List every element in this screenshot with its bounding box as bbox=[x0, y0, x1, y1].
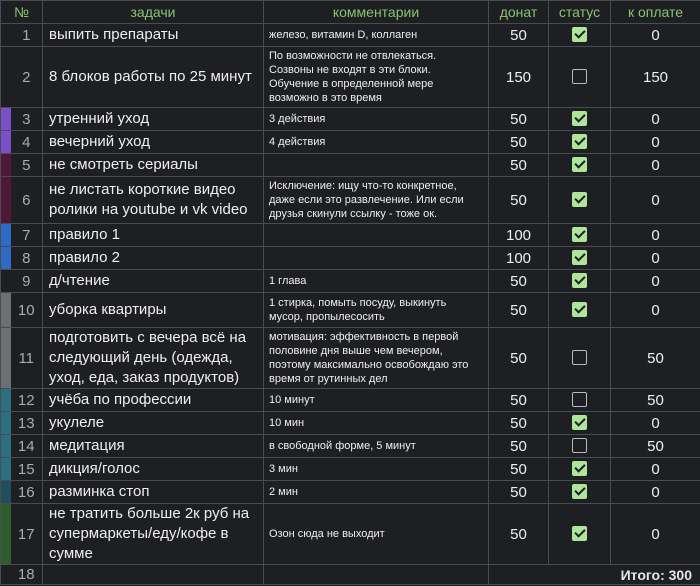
donat-cell[interactable]: 50 bbox=[489, 481, 549, 504]
row-color-stripe bbox=[1, 247, 11, 270]
row-number[interactable]: 12 bbox=[11, 389, 43, 412]
status-checkbox[interactable] bbox=[572, 302, 587, 317]
row-color-stripe bbox=[1, 565, 11, 585]
header-row bbox=[1, 1, 700, 24]
task-cell[interactable]: 8 блоков работы по 25 минут bbox=[43, 47, 264, 108]
donat-cell[interactable]: 50 bbox=[489, 24, 549, 47]
row-color-stripe bbox=[1, 389, 11, 412]
status-cell[interactable] bbox=[549, 270, 611, 293]
row-color-stripe bbox=[1, 328, 11, 389]
row-color-stripe bbox=[1, 435, 11, 458]
donat-cell[interactable]: 50 bbox=[489, 293, 549, 328]
table-row bbox=[1, 458, 700, 481]
row-number[interactable]: 2 bbox=[11, 47, 43, 108]
table-row bbox=[1, 224, 700, 247]
table-row bbox=[1, 108, 700, 131]
donat-cell[interactable]: 50 bbox=[489, 270, 549, 293]
pay-cell[interactable]: 150 bbox=[611, 47, 700, 108]
status-checkbox[interactable] bbox=[572, 192, 587, 207]
comment-cell[interactable] bbox=[264, 154, 489, 177]
row-number[interactable]: 9 bbox=[11, 270, 43, 293]
row-number[interactable]: 1 bbox=[11, 24, 43, 47]
header-pay[interactable]: к оплате bbox=[611, 1, 700, 24]
comment-cell[interactable]: 3 действия bbox=[264, 108, 489, 131]
table-row bbox=[1, 328, 700, 389]
row-color-stripe bbox=[1, 47, 11, 108]
header-comment[interactable]: комментарии bbox=[264, 1, 489, 24]
table-row bbox=[1, 504, 700, 565]
status-checkbox[interactable] bbox=[572, 438, 587, 453]
status-cell[interactable] bbox=[549, 47, 611, 108]
comment-cell[interactable]: 1 стирка, помыть посуду, выкинуть мусор, пропылесосить bbox=[264, 293, 489, 328]
status-checkbox[interactable] bbox=[572, 157, 587, 172]
row-number[interactable]: 10 bbox=[11, 293, 43, 328]
status-checkbox[interactable] bbox=[572, 392, 587, 407]
status-cell[interactable] bbox=[549, 224, 611, 247]
comment-cell[interactable]: Исключение: ищу что-то конкретное, даже если это развлечение. Или если друзья скинули ссылку - тоже ок. bbox=[264, 177, 489, 224]
row-color-stripe bbox=[1, 504, 11, 565]
row-number[interactable]: 3 bbox=[11, 108, 43, 131]
row-color-stripe bbox=[1, 224, 11, 247]
table-row bbox=[1, 154, 700, 177]
pay-cell[interactable]: 0 bbox=[611, 504, 700, 565]
pay-cell[interactable]: 0 bbox=[611, 293, 700, 328]
status-cell[interactable] bbox=[549, 458, 611, 481]
row-color-stripe bbox=[1, 481, 11, 504]
status-cell[interactable] bbox=[549, 108, 611, 131]
table-row bbox=[1, 481, 700, 504]
status-checkbox[interactable] bbox=[572, 484, 587, 499]
table-row bbox=[1, 270, 700, 293]
donat-cell[interactable]: 100 bbox=[489, 247, 549, 270]
table-row bbox=[1, 177, 700, 224]
task-cell[interactable]: утренний уход bbox=[43, 108, 264, 131]
row-color-stripe bbox=[1, 270, 11, 293]
row-number[interactable]: 18 bbox=[11, 565, 43, 585]
pay-cell[interactable]: 50 bbox=[611, 435, 700, 458]
pay-cell[interactable]: 0 bbox=[611, 224, 700, 247]
task-cell[interactable]: д/чтение bbox=[43, 270, 264, 293]
row-color-stripe bbox=[1, 177, 11, 224]
comment-cell[interactable]: железо, витамин D, коллаген bbox=[264, 24, 489, 47]
task-cell[interactable] bbox=[43, 565, 264, 585]
pay-cell[interactable]: 0 bbox=[611, 270, 700, 293]
status-checkbox[interactable] bbox=[572, 350, 587, 365]
task-cell[interactable]: подготовить с вечера всё на следующий день (одежда, уход, еда, заказ продуктов) bbox=[43, 328, 264, 389]
status-cell[interactable] bbox=[549, 177, 611, 224]
row-number[interactable]: 15 bbox=[11, 458, 43, 481]
status-cell[interactable] bbox=[549, 293, 611, 328]
status-checkbox[interactable] bbox=[572, 273, 587, 288]
status-cell[interactable] bbox=[549, 412, 611, 435]
donat-cell[interactable]: 50 bbox=[489, 504, 549, 565]
status-cell[interactable] bbox=[549, 389, 611, 412]
comment-cell[interactable]: 2 мин bbox=[264, 481, 489, 504]
task-cell[interactable]: не листать короткие видео ролики на youtube и vk video bbox=[43, 177, 264, 224]
status-cell[interactable] bbox=[549, 131, 611, 154]
donat-cell[interactable]: 50 bbox=[489, 328, 549, 389]
total-label[interactable]: Итого: 300 bbox=[489, 565, 700, 585]
status-checkbox[interactable] bbox=[572, 526, 587, 541]
status-checkbox[interactable] bbox=[572, 134, 587, 149]
status-checkbox[interactable] bbox=[572, 69, 587, 84]
header-num[interactable]: № bbox=[1, 1, 43, 24]
table-row bbox=[1, 389, 700, 412]
task-cell[interactable]: не смотреть сериалы bbox=[43, 154, 264, 177]
header-task[interactable]: задачи bbox=[43, 1, 264, 24]
status-cell[interactable] bbox=[549, 481, 611, 504]
pay-cell[interactable]: 0 bbox=[611, 131, 700, 154]
table-row bbox=[1, 247, 700, 270]
total-row bbox=[1, 565, 700, 585]
status-checkbox[interactable] bbox=[572, 461, 587, 476]
table-row bbox=[1, 435, 700, 458]
donat-cell[interactable]: 100 bbox=[489, 224, 549, 247]
pay-cell[interactable]: 0 bbox=[611, 481, 700, 504]
row-number[interactable]: 13 bbox=[11, 412, 43, 435]
donat-cell[interactable]: 50 bbox=[489, 154, 549, 177]
status-checkbox[interactable] bbox=[572, 415, 587, 430]
row-color-stripe bbox=[1, 131, 11, 154]
task-cell[interactable]: не тратить больше 2к руб на супермаркеты/еду/кофе в сумме bbox=[43, 504, 264, 565]
table-row bbox=[1, 412, 700, 435]
status-checkbox[interactable] bbox=[572, 27, 587, 42]
task-cell[interactable]: учёба по профессии bbox=[43, 389, 264, 412]
status-cell[interactable] bbox=[549, 24, 611, 47]
comment-cell[interactable]: 1 глава bbox=[264, 270, 489, 293]
comment-cell[interactable] bbox=[264, 247, 489, 270]
status-cell[interactable] bbox=[549, 435, 611, 458]
header-status[interactable]: статус bbox=[549, 1, 611, 24]
row-number[interactable]: 7 bbox=[11, 224, 43, 247]
status-cell[interactable] bbox=[549, 504, 611, 565]
row-color-stripe bbox=[1, 154, 11, 177]
row-color-stripe bbox=[1, 458, 11, 481]
table-row bbox=[1, 293, 700, 328]
task-cell[interactable]: уборка квартиры bbox=[43, 293, 264, 328]
comment-cell[interactable]: По возможности не отвлекаться. Созвоны не входят в эти блоки. Обучение в определенной мере возможно в это время bbox=[264, 47, 489, 108]
comment-cell[interactable]: Озон сюда не выходит bbox=[264, 504, 489, 565]
comment-cell[interactable]: 10 минут bbox=[264, 389, 489, 412]
row-color-stripe bbox=[1, 412, 11, 435]
task-cell[interactable]: разминка стоп bbox=[43, 481, 264, 504]
header-donat[interactable]: донат bbox=[489, 1, 549, 24]
task-cell[interactable]: вечерний уход bbox=[43, 131, 264, 154]
comment-cell[interactable]: 3 мин bbox=[264, 458, 489, 481]
pay-cell[interactable]: 50 bbox=[611, 389, 700, 412]
status-cell[interactable] bbox=[549, 247, 611, 270]
pay-cell[interactable]: 0 bbox=[611, 24, 700, 47]
status-cell[interactable] bbox=[549, 154, 611, 177]
row-color-stripe bbox=[1, 293, 11, 328]
comment-cell[interactable]: в свободной форме, 5 минут bbox=[264, 435, 489, 458]
task-cell[interactable]: дикция/голос bbox=[43, 458, 264, 481]
donat-cell[interactable]: 50 bbox=[489, 435, 549, 458]
task-cell[interactable]: правило 2 bbox=[43, 247, 264, 270]
pay-cell[interactable]: 0 bbox=[611, 412, 700, 435]
status-checkbox[interactable] bbox=[572, 111, 587, 126]
donat-cell[interactable]: 50 bbox=[489, 108, 549, 131]
pay-cell[interactable]: 50 bbox=[611, 328, 700, 389]
task-cell[interactable]: укулеле bbox=[43, 412, 264, 435]
status-cell[interactable] bbox=[549, 328, 611, 389]
status-checkbox[interactable] bbox=[572, 227, 587, 242]
comment-cell[interactable] bbox=[264, 224, 489, 247]
row-number[interactable]: 5 bbox=[11, 154, 43, 177]
comment-cell[interactable] bbox=[264, 565, 489, 585]
pay-cell[interactable]: 0 bbox=[611, 247, 700, 270]
row-number[interactable]: 11 bbox=[11, 328, 43, 389]
donat-cell[interactable]: 50 bbox=[489, 458, 549, 481]
comment-cell[interactable]: 4 действия bbox=[264, 131, 489, 154]
row-color-stripe bbox=[1, 108, 11, 131]
donat-cell[interactable]: 50 bbox=[489, 131, 549, 154]
status-checkbox[interactable] bbox=[572, 250, 587, 265]
row-number[interactable]: 17 bbox=[11, 504, 43, 565]
table-row bbox=[1, 131, 700, 154]
comment-cell[interactable]: мотивация: эффективность в первой половине дня выше чем вечером, поэтому максимально освобождаю это время от рутинных дел bbox=[264, 328, 489, 389]
comment-cell[interactable]: 10 мин bbox=[264, 412, 489, 435]
donat-cell[interactable]: 50 bbox=[489, 412, 549, 435]
row-color-stripe bbox=[1, 24, 11, 47]
donat-cell[interactable]: 150 bbox=[489, 47, 549, 108]
pay-cell[interactable]: 0 bbox=[611, 177, 700, 224]
row-number[interactable]: 8 bbox=[11, 247, 43, 270]
donat-cell[interactable]: 50 bbox=[489, 389, 549, 412]
donat-cell[interactable]: 50 bbox=[489, 177, 549, 224]
row-number[interactable]: 16 bbox=[11, 481, 43, 504]
table-row bbox=[1, 24, 700, 47]
pay-cell[interactable]: 0 bbox=[611, 108, 700, 131]
pay-cell[interactable]: 0 bbox=[611, 154, 700, 177]
task-cell[interactable]: выпить препараты bbox=[43, 24, 264, 47]
table-row bbox=[1, 47, 700, 108]
task-cell[interactable]: медитация bbox=[43, 435, 264, 458]
pay-cell[interactable]: 0 bbox=[611, 458, 700, 481]
row-number[interactable]: 14 bbox=[11, 435, 43, 458]
row-number[interactable]: 6 bbox=[11, 177, 43, 224]
task-cell[interactable]: правило 1 bbox=[43, 224, 264, 247]
row-number[interactable]: 4 bbox=[11, 131, 43, 154]
